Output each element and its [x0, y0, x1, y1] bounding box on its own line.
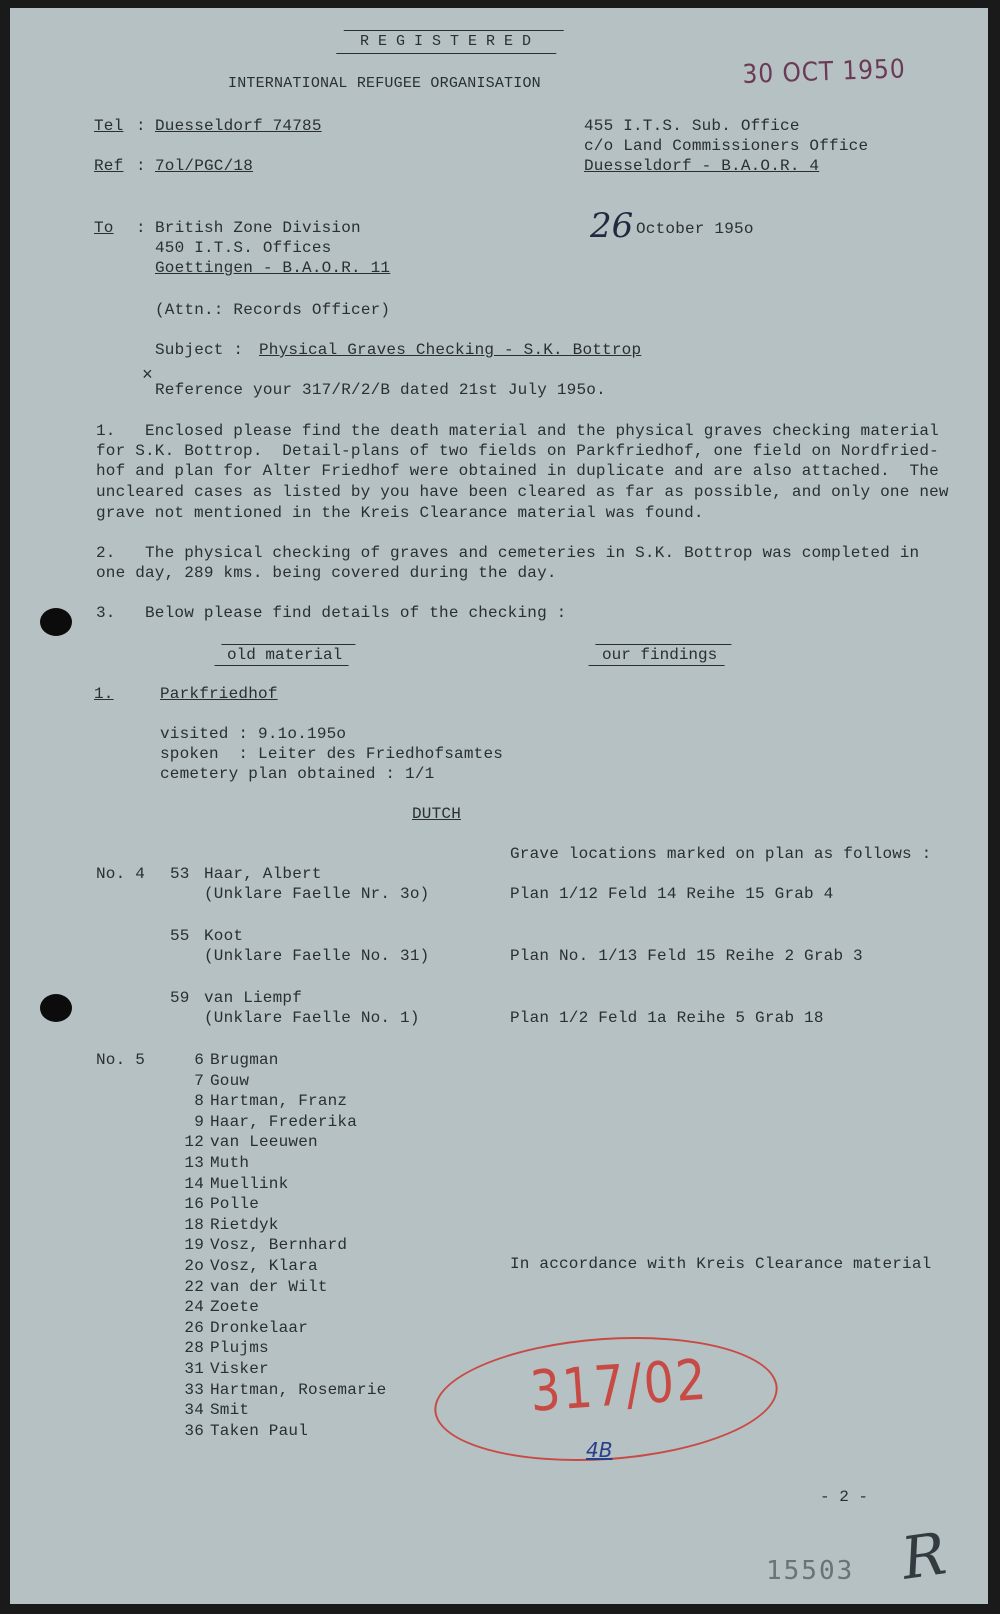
- entry-number: 9: [194, 1113, 204, 1131]
- entry-name: van Liempf: [204, 989, 303, 1007]
- letter-date: October 195o: [636, 220, 754, 238]
- office-line-3: Duesseldorf - B.A.O.R. 4: [584, 157, 820, 175]
- to-line-1: British Zone Division: [155, 219, 361, 237]
- nationality-heading: DUTCH: [412, 805, 462, 823]
- entry-note: (Unklare Faelle Nr. 3o): [204, 885, 430, 903]
- entry-number: 36: [184, 1422, 204, 1440]
- entry-number: 2o: [184, 1257, 204, 1275]
- paragraph-2-line: 2. The physical checking of graves and cemeteries in S.K. Bottrop was completed in: [96, 544, 920, 562]
- entry-name: Plujms: [210, 1339, 269, 1357]
- entry-name: Zoete: [210, 1298, 260, 1316]
- entry-name: van der Wilt: [210, 1278, 328, 1296]
- subject-label: Subject :: [155, 341, 244, 359]
- entry-finding: Plan 1/2 Feld 1a Reihe 5 Grab 18: [510, 1009, 824, 1027]
- entry-number: 24: [184, 1298, 204, 1316]
- entry-number: 28: [184, 1339, 204, 1357]
- to-label: To: [94, 219, 114, 237]
- entry-name: Muellink: [210, 1175, 289, 1193]
- entry-number: 22: [184, 1278, 204, 1296]
- subject-value: Physical Graves Checking - S.K. Bottrop: [259, 341, 642, 359]
- entry-name: Koot: [204, 927, 244, 945]
- entry-number: 13: [184, 1154, 204, 1172]
- entry-name: Visker: [210, 1360, 269, 1378]
- entry-note: (Unklare Faelle No. 31): [204, 947, 430, 965]
- to-line-3: Goettingen - B.A.O.R. 11: [155, 259, 391, 277]
- paragraph-2-line: one day, 289 kms. being covered during the day.: [96, 564, 557, 582]
- to-line-2: 450 I.T.S. Offices: [155, 239, 332, 257]
- paragraph-1-line: uncleared cases as listed by you have been cleared as far as possible, and only one new: [96, 483, 949, 501]
- serial-number: 15503: [766, 1556, 855, 1586]
- entry-name: Smit: [210, 1401, 250, 1419]
- old-material-label: old material: [214, 644, 355, 666]
- entry-name: Vosz, Klara: [210, 1257, 318, 1275]
- received-date-stamp: 30 OCT 1950: [742, 54, 907, 90]
- entry-number: 59: [170, 989, 190, 1007]
- tel-colon: :: [136, 117, 146, 135]
- office-line-2: c/o Land Commissioners Office: [584, 137, 869, 155]
- pencil-x-mark: ×: [142, 366, 153, 386]
- entry-name: Hartman, Franz: [210, 1092, 348, 1110]
- reference-line: Reference your 317/R/2/B dated 21st July 195o.: [155, 381, 606, 399]
- entry-number: 53: [170, 865, 190, 883]
- office-line-1: 455 I.T.S. Sub. Office: [584, 117, 800, 135]
- entry-finding: Plan 1/12 Feld 14 Reihe 15 Grab 4: [510, 885, 834, 903]
- attention-line: (Attn.: Records Officer): [155, 301, 391, 319]
- entry-name: Haar, Albert: [204, 865, 322, 883]
- entry-number: 8: [194, 1092, 204, 1110]
- entry-number: 55: [170, 927, 190, 945]
- entry-name: van Leeuwen: [210, 1133, 318, 1151]
- cemetery-plan: cemetery plan obtained : 1/1: [160, 765, 435, 783]
- no5-finding: In accordance with Kreis Clearance material: [510, 1255, 932, 1273]
- entry-name: Taken Paul: [210, 1422, 309, 1440]
- page-number: - 2 -: [820, 1488, 869, 1506]
- entry-number: 12: [184, 1133, 204, 1151]
- entry-name: Polle: [210, 1195, 260, 1213]
- tel-value: Duesseldorf 74785: [155, 117, 322, 135]
- organisation-title: INTERNATIONAL REFUGEE ORGANISATION: [228, 75, 541, 92]
- entry-number: 33: [184, 1381, 204, 1399]
- to-colon: :: [136, 219, 146, 237]
- entry-name: Vosz, Bernhard: [210, 1236, 348, 1254]
- entry-number: 16: [184, 1195, 204, 1213]
- group-label-no5: No. 5: [96, 1051, 146, 1069]
- our-findings-label: our findings: [588, 644, 731, 666]
- cemetery-visited: visited : 9.1o.195o: [160, 725, 347, 743]
- entry-number: 14: [184, 1175, 204, 1193]
- punch-hole: [40, 994, 72, 1022]
- red-file-number: 317/02: [528, 1347, 710, 1425]
- cemetery-spoken: spoken : Leiter des Friedhofsamtes: [160, 745, 504, 763]
- entry-note: (Unklare Faelle No. 1): [204, 1009, 420, 1027]
- paragraph-1-line: grave not mentioned in the Kreis Clearance material was found.: [96, 504, 704, 522]
- entry-finding: Plan No. 1/13 Feld 15 Reihe 2 Grab 3: [510, 947, 863, 965]
- findings-header: Grave locations marked on plan as follows :: [510, 845, 932, 863]
- entry-number: 19: [184, 1236, 204, 1254]
- entry-number: 6: [194, 1051, 204, 1069]
- ref-label: Ref: [94, 157, 124, 175]
- ref-colon: :: [136, 157, 146, 175]
- paragraph-3: 3. Below please find details of the checking :: [96, 604, 567, 622]
- entry-name: Muth: [210, 1154, 250, 1172]
- punch-hole: [40, 608, 72, 636]
- cemetery-number: 1.: [94, 685, 114, 703]
- cemetery-name: Parkfriedhof: [160, 685, 278, 703]
- handwritten-initial: R: [897, 1519, 951, 1593]
- entry-number: 18: [184, 1216, 204, 1234]
- registered-stamp: REGISTERED: [336, 30, 564, 54]
- handwritten-day: 26: [590, 206, 634, 246]
- entry-name: Haar, Frederika: [210, 1113, 358, 1131]
- entry-name: Gouw: [210, 1072, 250, 1090]
- entry-number: 7: [194, 1072, 204, 1090]
- document-page: [10, 8, 988, 1604]
- group-label-no4: No. 4: [96, 865, 146, 883]
- entry-number: 26: [184, 1319, 204, 1337]
- entry-number: 31: [184, 1360, 204, 1378]
- entry-number: 34: [184, 1401, 204, 1419]
- paragraph-1-line: for S.K. Bottrop. Detail-plans of two fields on Parkfriedhof, one field on Nordfried-: [96, 442, 939, 460]
- entry-name: Dronkelaar: [210, 1319, 309, 1337]
- entry-name: Rietdyk: [210, 1216, 279, 1234]
- blue-handwritten-mark: 4B: [586, 1438, 613, 1462]
- ref-value: 7ol/PGC/18: [155, 157, 254, 175]
- entry-name: Hartman, Rosemarie: [210, 1381, 387, 1399]
- paragraph-1-line: 1. Enclosed please find the death material and the physical graves checking material: [96, 422, 939, 440]
- paragraph-1-line: hof and plan for Alter Friedhof were obtained in duplicate and are also attached. The: [96, 462, 939, 480]
- tel-label: Tel: [94, 117, 124, 135]
- entry-name: Brugman: [210, 1051, 279, 1069]
